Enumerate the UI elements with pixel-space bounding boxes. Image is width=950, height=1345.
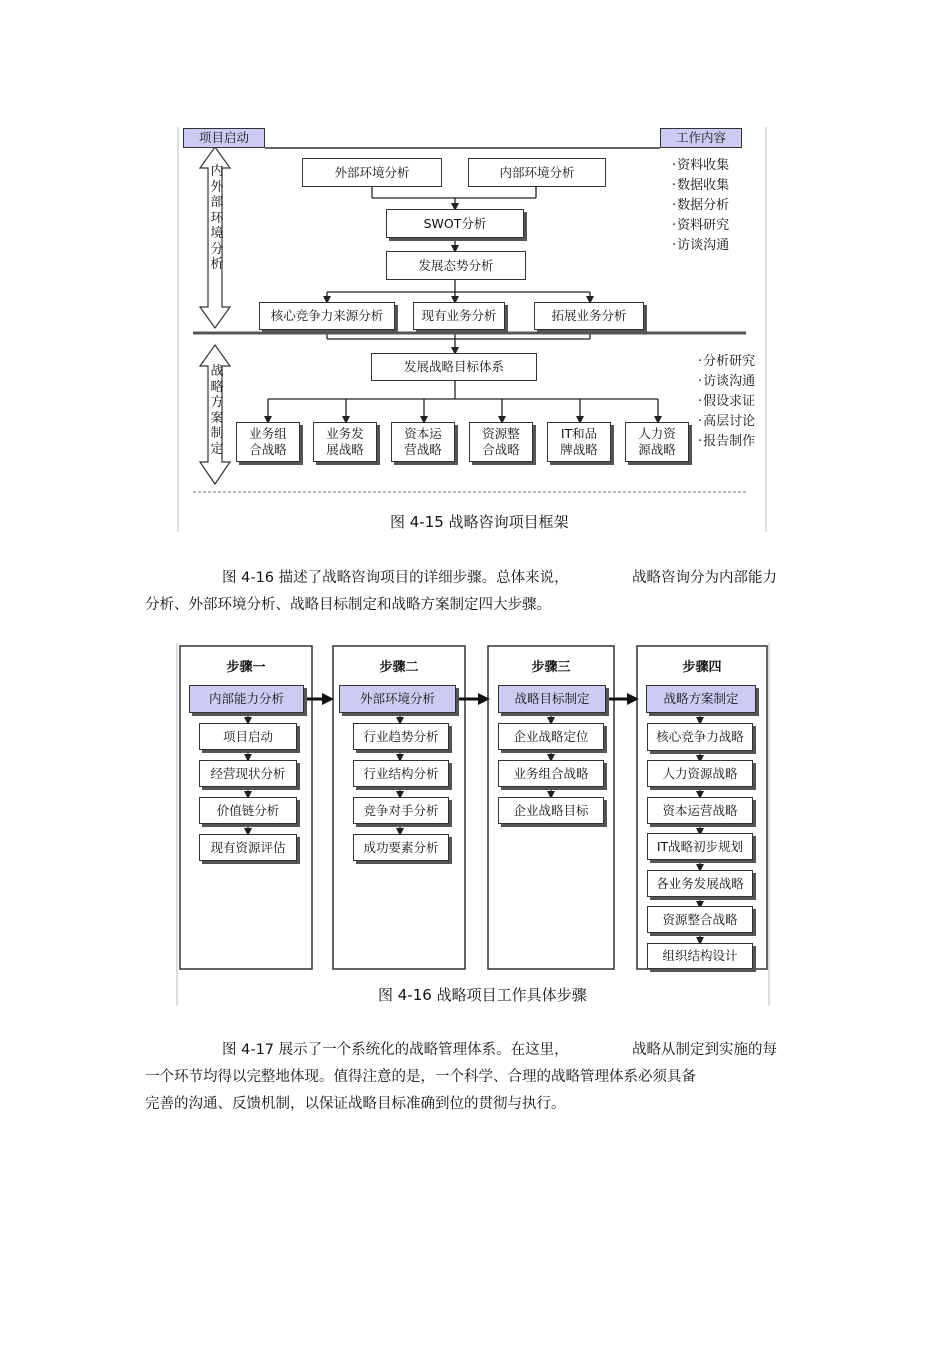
step-item-label: 核心竞争力战略 — [656, 729, 744, 744]
step-item-label: 项目启动 — [222, 728, 273, 744]
box-label-line: 源战略 — [638, 442, 676, 457]
step-4-title: 步骤四 — [682, 660, 722, 675]
step-3-item-3 — [498, 797, 604, 824]
side-char: 略 — [210, 379, 224, 395]
box-core-competence-label: 核心竞争力来源分析 — [270, 308, 384, 323]
box-label-line: 合战略 — [482, 442, 520, 457]
step-4-item-2 — [647, 760, 753, 787]
work-item: · 报告制作 — [698, 432, 755, 452]
work-item: · 分析研究 — [698, 352, 755, 372]
work-item: · 数据收集 — [672, 176, 729, 196]
side-char: 案 — [210, 410, 224, 426]
step-1-header — [189, 685, 304, 713]
header-project-start-label: 项目启动 — [198, 130, 249, 145]
step-3-item-2 — [498, 760, 604, 787]
side-char: 部 — [210, 195, 224, 210]
box-existing-business-label: 现有业务分析 — [421, 308, 497, 323]
box-label-line: 展战略 — [326, 442, 364, 457]
box-label-line: IT和品 — [560, 426, 598, 441]
step-3-item-1 — [498, 723, 604, 750]
side-char: 定 — [210, 441, 224, 457]
step-2-item-2 — [353, 760, 449, 787]
box-label-line: 牌战略 — [560, 442, 598, 457]
step-1-item-3 — [199, 797, 297, 824]
side-char: 制 — [210, 426, 224, 441]
paragraph-2-line-1a: 图 4-17 展示了一个系统化的战略管理体系。在这里， — [222, 1042, 569, 1058]
step-1-header-label: 内部能力分析 — [208, 691, 284, 706]
side-char: 方 — [210, 395, 224, 410]
step-item-label: 行业趋势分析 — [363, 728, 439, 744]
paragraph-1-line-1b: 战略咨询分为内部能力 — [632, 570, 777, 586]
paragraph-2-line-1b: 战略从制定到实施的每 — [632, 1042, 777, 1058]
work-item: · 数据分析 — [672, 196, 729, 216]
box-strategy-goal-label: 发展战略目标体系 — [403, 359, 504, 374]
step-4-header-label: 战略方案制定 — [663, 691, 739, 706]
side-char: 战 — [210, 364, 224, 379]
work-item: · 访谈沟通 — [672, 236, 729, 256]
side-char: 内 — [210, 164, 224, 179]
step-1-title: 步骤一 — [226, 660, 266, 675]
paragraph-2-line-2: 一个环节均得以完整地体现。值得注意的是，一个科学、合理的战略管理体系必须具备 — [145, 1069, 696, 1085]
step-2-item-3 — [353, 797, 449, 824]
box-external-analysis-label: 外部环境分析 — [334, 164, 410, 180]
work-item: · 资料研究 — [672, 216, 729, 236]
box-swot-analysis-label: SWOT分析 — [423, 215, 487, 231]
step-item-label: 成功要素分析 — [363, 839, 439, 855]
box-label-line: 业务发 — [326, 426, 364, 441]
paragraph-1-line-2: 分析、外部环境分析、战略目标制定和战略方案制定四大步骤。 — [145, 597, 551, 613]
step-3-header — [498, 685, 606, 713]
side-char: 环 — [210, 210, 224, 226]
work-item: · 高层讨论 — [698, 412, 755, 432]
box-expand-business-label: 拓展业务分析 — [551, 308, 627, 323]
step-4-item-6 — [647, 906, 753, 933]
step-item-label: 企业战略定位 — [513, 728, 589, 744]
header-work-content-label: 工作内容 — [675, 130, 726, 145]
step-1-item-1 — [199, 723, 297, 750]
step-item-label: 经营现状分析 — [210, 765, 286, 781]
step-4-item-4 — [647, 833, 753, 860]
box-label-line: 合战略 — [249, 442, 287, 457]
box-label-line: 资本运 — [404, 426, 442, 441]
work-item: · 资料收集 — [672, 156, 729, 176]
box-label-line: 人力资 — [638, 426, 676, 441]
work-item: · 访谈沟通 — [698, 372, 755, 392]
step-item-label: 企业战略目标 — [513, 802, 589, 818]
paragraph-1-line-1a: 图 4-16 描述了战略咨询项目的详细步骤。总体来说， — [222, 570, 569, 586]
paragraph-2-line-3: 完善的沟通、反馈机制，以保证战略目标准确到位的贯彻与执行。 — [145, 1096, 566, 1112]
side-char: 境 — [210, 226, 224, 241]
side-char: 分 — [210, 241, 224, 257]
box-label-line: 业务组 — [249, 426, 287, 441]
step-item-label: 价值链分析 — [216, 802, 280, 818]
side-char: 析 — [210, 257, 224, 272]
step-item-label: 业务组合战略 — [513, 765, 589, 781]
step-2-item-4 — [353, 834, 449, 861]
step-item-label: 资本运营战略 — [662, 802, 738, 818]
side-char: 外 — [210, 179, 224, 195]
box-label-line: 营战略 — [404, 442, 442, 457]
box-internal-analysis-label: 内部环境分析 — [499, 164, 575, 180]
step-2-title: 步骤二 — [379, 660, 419, 675]
step-2-header-label: 外部环境分析 — [359, 691, 435, 706]
step-item-label: 资源整合战略 — [662, 911, 738, 927]
caption-figure-4-16: 图 4-16 战略项目工作具体步骤 — [378, 986, 587, 1004]
work-item: · 假设求证 — [698, 392, 755, 412]
caption-figure-4-15: 图 4-15 战略咨询项目框架 — [390, 513, 569, 531]
step-item-label: 现有资源评估 — [210, 839, 286, 855]
step-item-label: 人力资源战略 — [662, 765, 738, 781]
step-item-label: 组织结构设计 — [662, 948, 738, 963]
step-2-item-1 — [353, 723, 449, 750]
step-4-item-3 — [647, 797, 753, 824]
step-2-header — [339, 685, 456, 713]
step-4-item-1 — [647, 723, 753, 751]
step-4-item-5 — [647, 870, 753, 897]
box-trend-analysis-label: 发展态势分析 — [418, 257, 494, 273]
step-1-item-4 — [199, 834, 297, 861]
step-3-title: 步骤三 — [531, 660, 571, 675]
step-1-item-2 — [199, 760, 297, 787]
step-item-label: 各业务发展战略 — [656, 875, 744, 891]
step-4-header — [646, 685, 756, 713]
step-4-item-7 — [647, 943, 753, 969]
step-item-label: IT战略初步规划 — [656, 838, 744, 854]
step-3-header-label: 战略目标制定 — [514, 691, 590, 706]
step-item-label: 竞争对手分析 — [363, 802, 439, 818]
box-label-line: 资源整 — [482, 426, 520, 441]
step-item-label: 行业结构分析 — [363, 765, 439, 781]
